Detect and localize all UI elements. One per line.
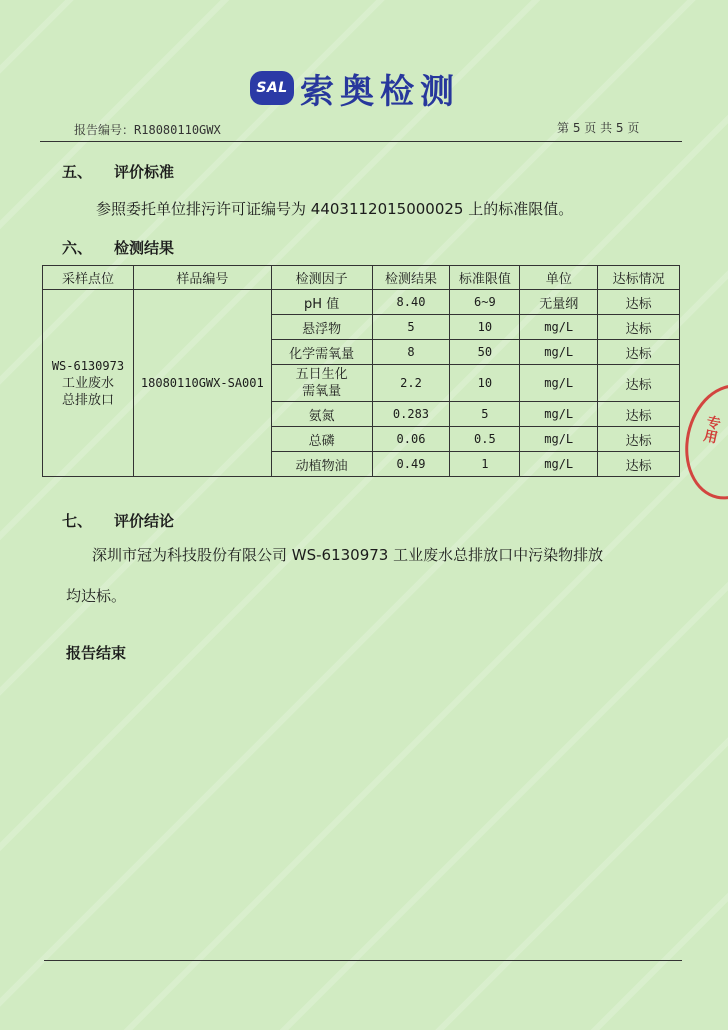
result-cell: 2.2 bbox=[372, 365, 450, 402]
report-number-label: 报告编号： bbox=[74, 123, 135, 137]
status-cell: 达标 bbox=[598, 290, 680, 315]
section-7-text-line-2: 均达标。 bbox=[66, 587, 127, 605]
factor-line-2: 需氧量 bbox=[302, 384, 342, 399]
unit-cell: mg/L bbox=[520, 315, 598, 340]
table-row bbox=[43, 290, 680, 315]
limit-cell: 1 bbox=[450, 452, 520, 477]
section-6-number: 六、 bbox=[62, 239, 93, 257]
unit-cell: mg/L bbox=[520, 402, 598, 427]
status-cell: 达标 bbox=[598, 452, 680, 477]
sampling-point-line-3: 总排放口 bbox=[61, 392, 114, 408]
factor-cell: 动植物油 bbox=[271, 452, 372, 477]
sampling-point-line-2: 工业废水 bbox=[61, 375, 114, 391]
factor-cell: 悬浮物 bbox=[271, 315, 372, 340]
sampling-point-cell bbox=[43, 290, 134, 477]
limit-cell: 5 bbox=[450, 402, 520, 427]
footer-divider bbox=[44, 960, 682, 961]
result-cell: 0.49 bbox=[372, 452, 450, 477]
result-cell: 0.06 bbox=[372, 427, 450, 452]
results-table bbox=[42, 265, 680, 477]
result-cell: 0.283 bbox=[372, 402, 450, 427]
unit-cell: 无量纲 bbox=[520, 290, 598, 315]
report-number bbox=[74, 121, 221, 138]
header-factor: 检测因子 bbox=[271, 266, 372, 290]
header-status: 达标情况 bbox=[598, 266, 680, 290]
status-cell: 达标 bbox=[598, 315, 680, 340]
status-cell: 达标 bbox=[598, 427, 680, 452]
sample-id-cell: 18080110GWX-SA001 bbox=[133, 290, 271, 477]
section-7-number: 七、 bbox=[62, 512, 93, 530]
header-divider bbox=[40, 141, 682, 142]
section-5-text: 参照委托单位排污许可证编号为 4403112015000025 上的标准限值。 bbox=[96, 200, 574, 218]
result-cell: 8.40 bbox=[372, 290, 450, 315]
section-5-number: 五、 bbox=[62, 163, 93, 181]
limit-cell: 10 bbox=[450, 365, 520, 402]
factor-cell: 化学需氧量 bbox=[271, 340, 372, 365]
limit-cell: 0.5 bbox=[450, 427, 520, 452]
report-end-label: 报告结束 bbox=[66, 644, 127, 662]
result-cell: 8 bbox=[372, 340, 450, 365]
status-cell: 达标 bbox=[598, 365, 680, 402]
unit-cell: mg/L bbox=[520, 427, 598, 452]
unit-cell: mg/L bbox=[520, 340, 598, 365]
section-7-text-line-1: 深圳市冠为科技股份有限公司 WS-6130973 工业废水总排放口中污染物排放 bbox=[92, 546, 604, 564]
header-sample-id: 样品编号 bbox=[133, 266, 271, 290]
section-7-heading bbox=[62, 510, 174, 531]
factor-line-1: 五日生化 bbox=[295, 367, 348, 382]
factor-cell: 氨氮 bbox=[271, 402, 372, 427]
section-5-title: 评价标准 bbox=[114, 163, 175, 181]
header-unit: 单位 bbox=[520, 266, 598, 290]
factor-cell: 总磷 bbox=[271, 427, 372, 452]
page-number: 第 5 页 共 5 页 bbox=[557, 121, 640, 135]
section-5-heading bbox=[62, 161, 174, 182]
limit-cell: 10 bbox=[450, 315, 520, 340]
limit-cell: 50 bbox=[450, 340, 520, 365]
company-logo bbox=[250, 66, 460, 110]
unit-cell: mg/L bbox=[520, 365, 598, 402]
report-number-value: R18080110GWX bbox=[134, 123, 221, 137]
status-cell: 达标 bbox=[598, 402, 680, 427]
factor-cell bbox=[271, 365, 372, 402]
section-6-title: 检测结果 bbox=[114, 239, 175, 257]
unit-cell: mg/L bbox=[520, 452, 598, 477]
red-seal-stamp bbox=[675, 376, 728, 507]
section-7-title: 评价结论 bbox=[114, 512, 175, 530]
header-limit: 标准限值 bbox=[450, 266, 520, 290]
table-header-row bbox=[43, 266, 680, 290]
factor-cell: pH 值 bbox=[271, 290, 372, 315]
status-cell: 达标 bbox=[598, 340, 680, 365]
logo-badge: SAL bbox=[250, 71, 294, 105]
section-6-heading bbox=[62, 237, 174, 258]
header-result: 检测结果 bbox=[372, 266, 450, 290]
result-cell: 5 bbox=[372, 315, 450, 340]
logo-text: 索奥检测 bbox=[300, 71, 460, 112]
limit-cell: 6~9 bbox=[450, 290, 520, 315]
header-sampling-point: 采样点位 bbox=[43, 266, 134, 290]
sampling-point-line-1: WS-6130973 bbox=[51, 358, 125, 373]
stamp-mark: 专用 bbox=[700, 413, 723, 445]
